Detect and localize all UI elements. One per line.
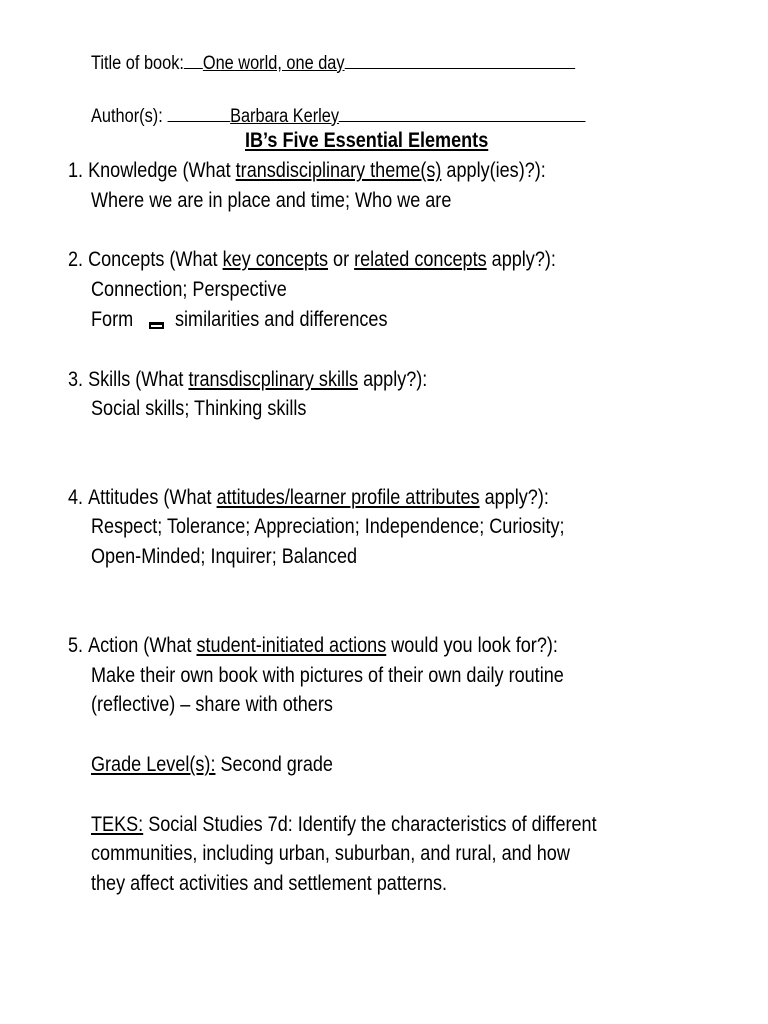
form-text: similarities and differences: [175, 308, 388, 331]
item-number: 4.: [68, 486, 84, 509]
title-of-book-value: One world, one day: [202, 53, 345, 74]
item-suffix: apply?):: [479, 486, 549, 509]
item-prefix: Action (What: [88, 634, 197, 657]
list-item-concepts: [68, 249, 556, 271]
item-link: key concepts: [222, 248, 329, 271]
form-label: Form: [91, 308, 134, 331]
item-prefix: Concepts (What: [88, 248, 223, 271]
item-number: 3.: [68, 368, 84, 391]
teks-line: communities, including urban, suburban, and rural, and how: [91, 842, 570, 865]
grade-level-value: Second grade: [215, 753, 333, 776]
author-blank-trail: [339, 104, 586, 122]
grade-level-label: Grade Level(s):: [91, 753, 216, 776]
teks-line: they affect activities and settlement patterns.: [91, 872, 448, 895]
author-label: Author(s):: [91, 106, 163, 127]
author-blank-lead: [167, 104, 230, 122]
item-suffix: would you look for?):: [386, 634, 558, 657]
grade-level-row: [91, 754, 333, 776]
list-item-attitudes: [68, 487, 549, 509]
item-answer-line: Social skills; Thinking skills: [91, 397, 307, 420]
item-prefix: Knowledge (What: [88, 159, 236, 182]
item-prefix: Skills (What: [88, 368, 189, 391]
teks-label: TEKS:: [91, 813, 144, 836]
item-suffix: apply(ies)?):: [441, 159, 546, 182]
author-row: [91, 104, 586, 127]
list-item-action: [68, 635, 558, 657]
item-answer-line: Connection; Perspective: [91, 278, 287, 301]
item-number: 1.: [68, 159, 84, 182]
title-of-book-row: [91, 51, 575, 74]
page-heading: IB’s Five Essential Elements: [245, 129, 489, 152]
item-link: attitudes/learner profile attributes: [216, 486, 480, 509]
title-of-book-label: Title of book:: [91, 53, 184, 74]
item-suffix: apply?):: [358, 368, 428, 391]
bracket-symbol-icon: [149, 322, 164, 329]
title-blank-lead: [184, 51, 203, 69]
item-answer-line: (reflective) – share with others: [91, 693, 333, 716]
author-value: Barbara Kerley: [230, 106, 340, 127]
item-prefix: Attitudes (What: [88, 486, 217, 509]
list-item-skills: [68, 369, 427, 391]
item-suffix: apply?):: [486, 248, 556, 271]
item-number: 5.: [68, 634, 84, 657]
item-link: transdiscplinary skills: [188, 368, 359, 391]
title-blank-trail: [345, 51, 575, 69]
item-answer-line: Open-Minded; Inquirer; Balanced: [91, 545, 358, 568]
item-answer-line: Respect; Tolerance; Appreciation; Independence; Curiosity;: [91, 515, 565, 538]
item-link: transdisciplinary theme(s): [235, 159, 442, 182]
item-number: 2.: [68, 248, 84, 271]
item-answer-line: Make their own book with pictures of their own daily routine: [91, 664, 564, 687]
item-answer-line: Where we are in place and time; Who we are: [91, 189, 452, 212]
list-item-knowledge: [68, 160, 546, 182]
item-middle: or: [328, 248, 355, 271]
teks-line: Social Studies 7d: Identify the characteristics of different: [143, 813, 597, 836]
teks-row: [91, 814, 597, 836]
item-link: student-initiated actions: [196, 634, 387, 657]
item-link-2: related concepts: [354, 248, 487, 271]
